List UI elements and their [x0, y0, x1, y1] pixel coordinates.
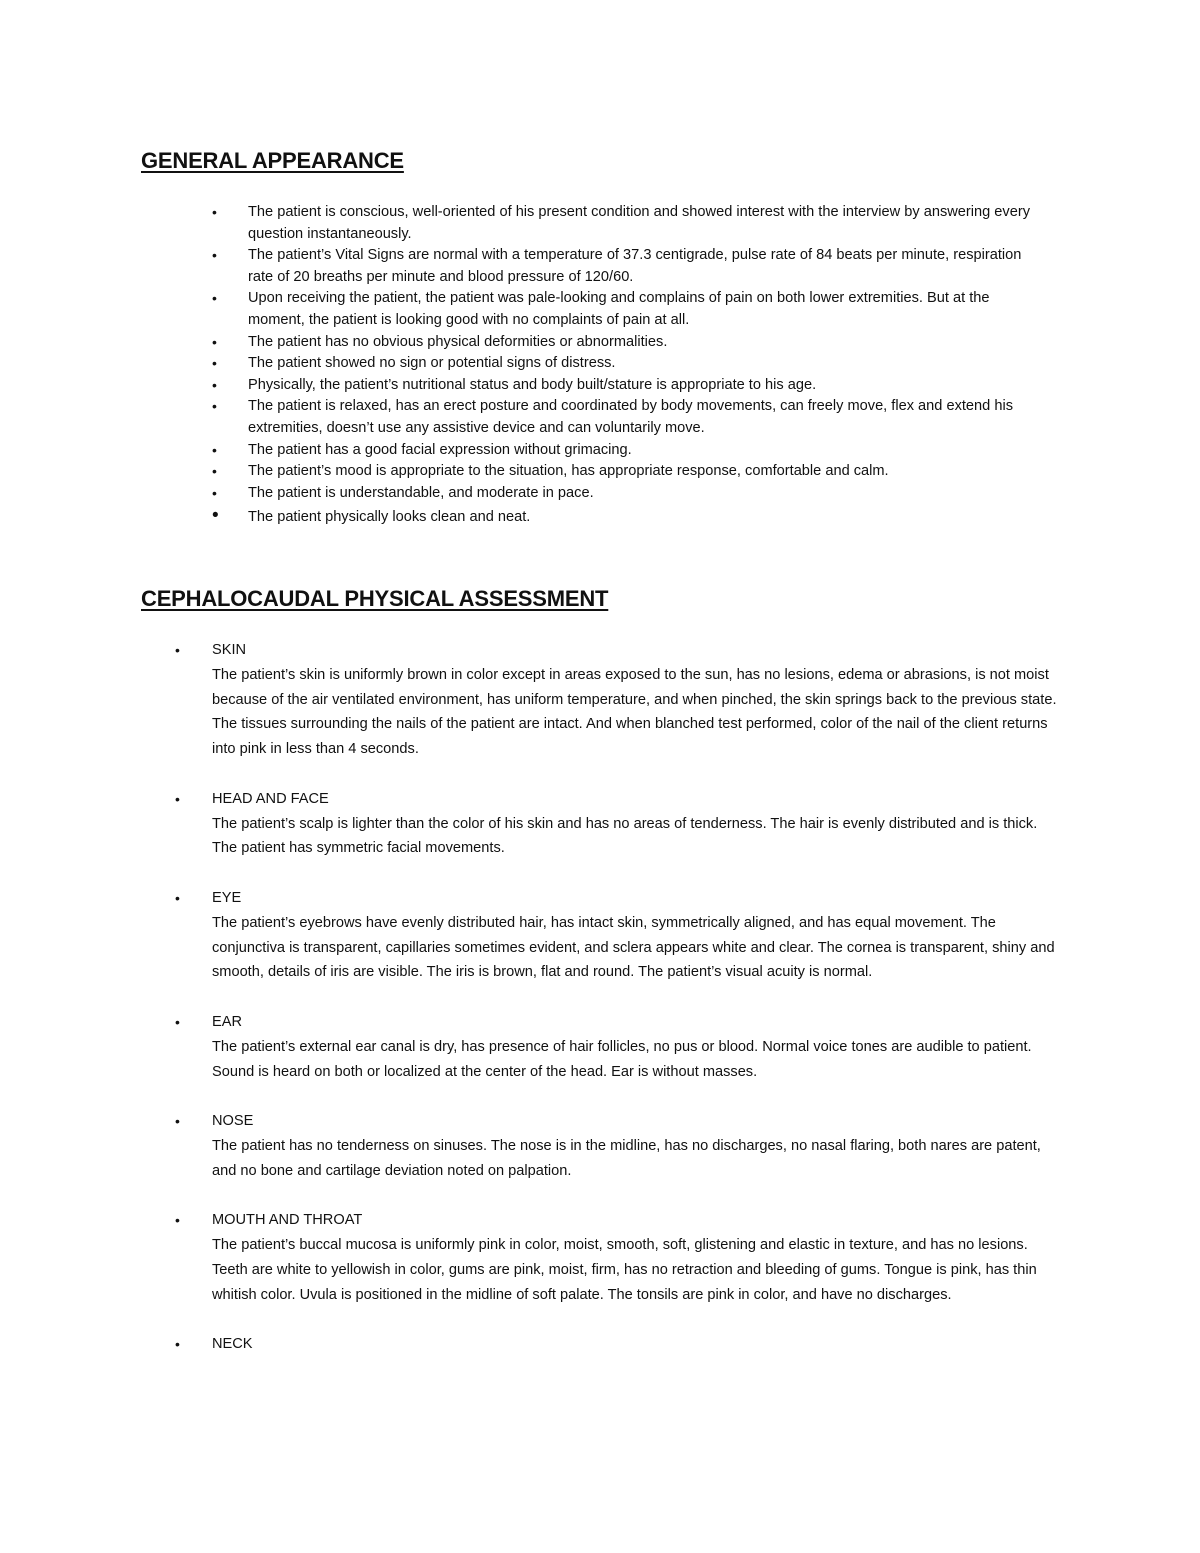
section-title: • NECK: [212, 1336, 253, 1353]
section-title: • MOUTH AND THROAT: [212, 1212, 363, 1229]
section-body: The patient has no tenderness on sinuses. The nose is in the midline, has no discharges, no nasal flaring, both nares are patent, and no bone and cartilage deviation noted on palpation.: [212, 1137, 1041, 1179]
assessment-section-eye: [0, 886, 1200, 985]
assessment-section-ear: [0, 1010, 1200, 1084]
list-item: • The patient’s Vital Signs are normal with a temperature of 37.3 centigrade, pulse rate of 84 beats per minute, respiration rate of 20 breaths per minute and blood pressure of 120/60.: [0, 245, 1200, 288]
list-item: • The patient physically looks clean and neat.: [0, 507, 1200, 529]
list-item: • Physically, the patient’s nutritional status and body built/stature is appropriate to his age.: [0, 375, 1200, 397]
section-body: The patient’s eyebrows have evenly distributed hair, has intact skin, symmetrically aligned, and has equal movement. The conjunctiva is transparent, capillaries sometimes evident, and sclera appears white and clear. The cornea is transparent, shiny and smooth, details of iris are visible. The iris is brown, flat and round. The patient’s visual acuity is normal.: [212, 914, 1055, 981]
assessment-section-nose: [0, 1109, 1200, 1183]
section-body: The patient’s scalp is lighter than the color of his skin and has no areas of tenderness. The hair is evenly distributed and is thick. The patient has symmetric facial movements.: [212, 815, 1038, 857]
assessment-section-skin: [0, 638, 1200, 762]
cephalocaudal-list: [0, 638, 1200, 1382]
section-body: The patient’s buccal mucosa is uniformly pink in color, moist, smooth, soft, glistening and elastic in texture, and has no lesions. Teeth are white to yellowish in color, gums are pink, moist, firm, has no retraction and bleeding of gums. Tongue is pink, has thin whitish color. Uvula is positioned in the midline of soft palate. The tonsils are pink in color, and have no discharges.: [212, 1237, 1037, 1303]
list-item: • The patient is understandable, and moderate in pace.: [0, 483, 1200, 505]
list-item: • The patient showed no sign or potential signs of distress.: [0, 353, 1200, 375]
section-title: • HEAD AND FACE: [212, 790, 329, 807]
section-title: • NOSE: [212, 1113, 254, 1130]
list-item: • Upon receiving the patient, the patient was pale-looking and complains of pain on both lower extremities. But at the moment, the patient is looking good with no complaints of pain at all.: [0, 288, 1200, 331]
general-appearance-list: [0, 202, 1200, 529]
list-item: • The patient has no obvious physical deformities or abnormalities.: [0, 332, 1200, 354]
list-item: • The patient is conscious, well-oriented of his present condition and showed interest with the interview by answering every question instantaneously.: [0, 202, 1200, 245]
general-appearance-heading: GENERAL APPEARANCE: [141, 148, 404, 173]
section-title: • EYE: [212, 889, 242, 906]
section-title: • EAR: [212, 1013, 243, 1030]
section-title: • SKIN: [212, 642, 247, 658]
assessment-section-neck: [0, 1332, 1200, 1357]
list-item: • The patient’s mood is appropriate to the situation, has appropriate response, comfortable and calm.: [0, 461, 1200, 483]
section-body: The patient’s skin is uniformly brown in color except in areas exposed to the sun, has no lesions, edema or abrasions, is not moist because of the air ventilated environment, has uniform temperature, and when pinched, the skin springs back to the previous state. The tissues surrounding the nails of the patient are intact. And when blanched test performed, color of the nail of the client returns into pink in less than 4 seconds.: [212, 666, 1057, 758]
list-item: • The patient is relaxed, has an erect posture and coordinated by body movements, can freely move, flex and extend his extremities, doesn’t use any assistive device and can voluntarily move.: [0, 396, 1200, 439]
list-item: • The patient has a good facial expression without grimacing.: [0, 440, 1200, 462]
section-body: The patient’s external ear canal is dry, has presence of hair follicles, no pus or blood. Normal voice tones are audible to patient. Sound is heard on both or localized at the center of the head. Ear is without masses.: [212, 1038, 1032, 1080]
assessment-section-mouth-and-throat: [0, 1208, 1200, 1307]
assessment-section-head-and-face: [0, 787, 1200, 861]
cephalocaudal-heading: CEPHALOCAUDAL PHYSICAL ASSESSMENT: [141, 586, 609, 611]
